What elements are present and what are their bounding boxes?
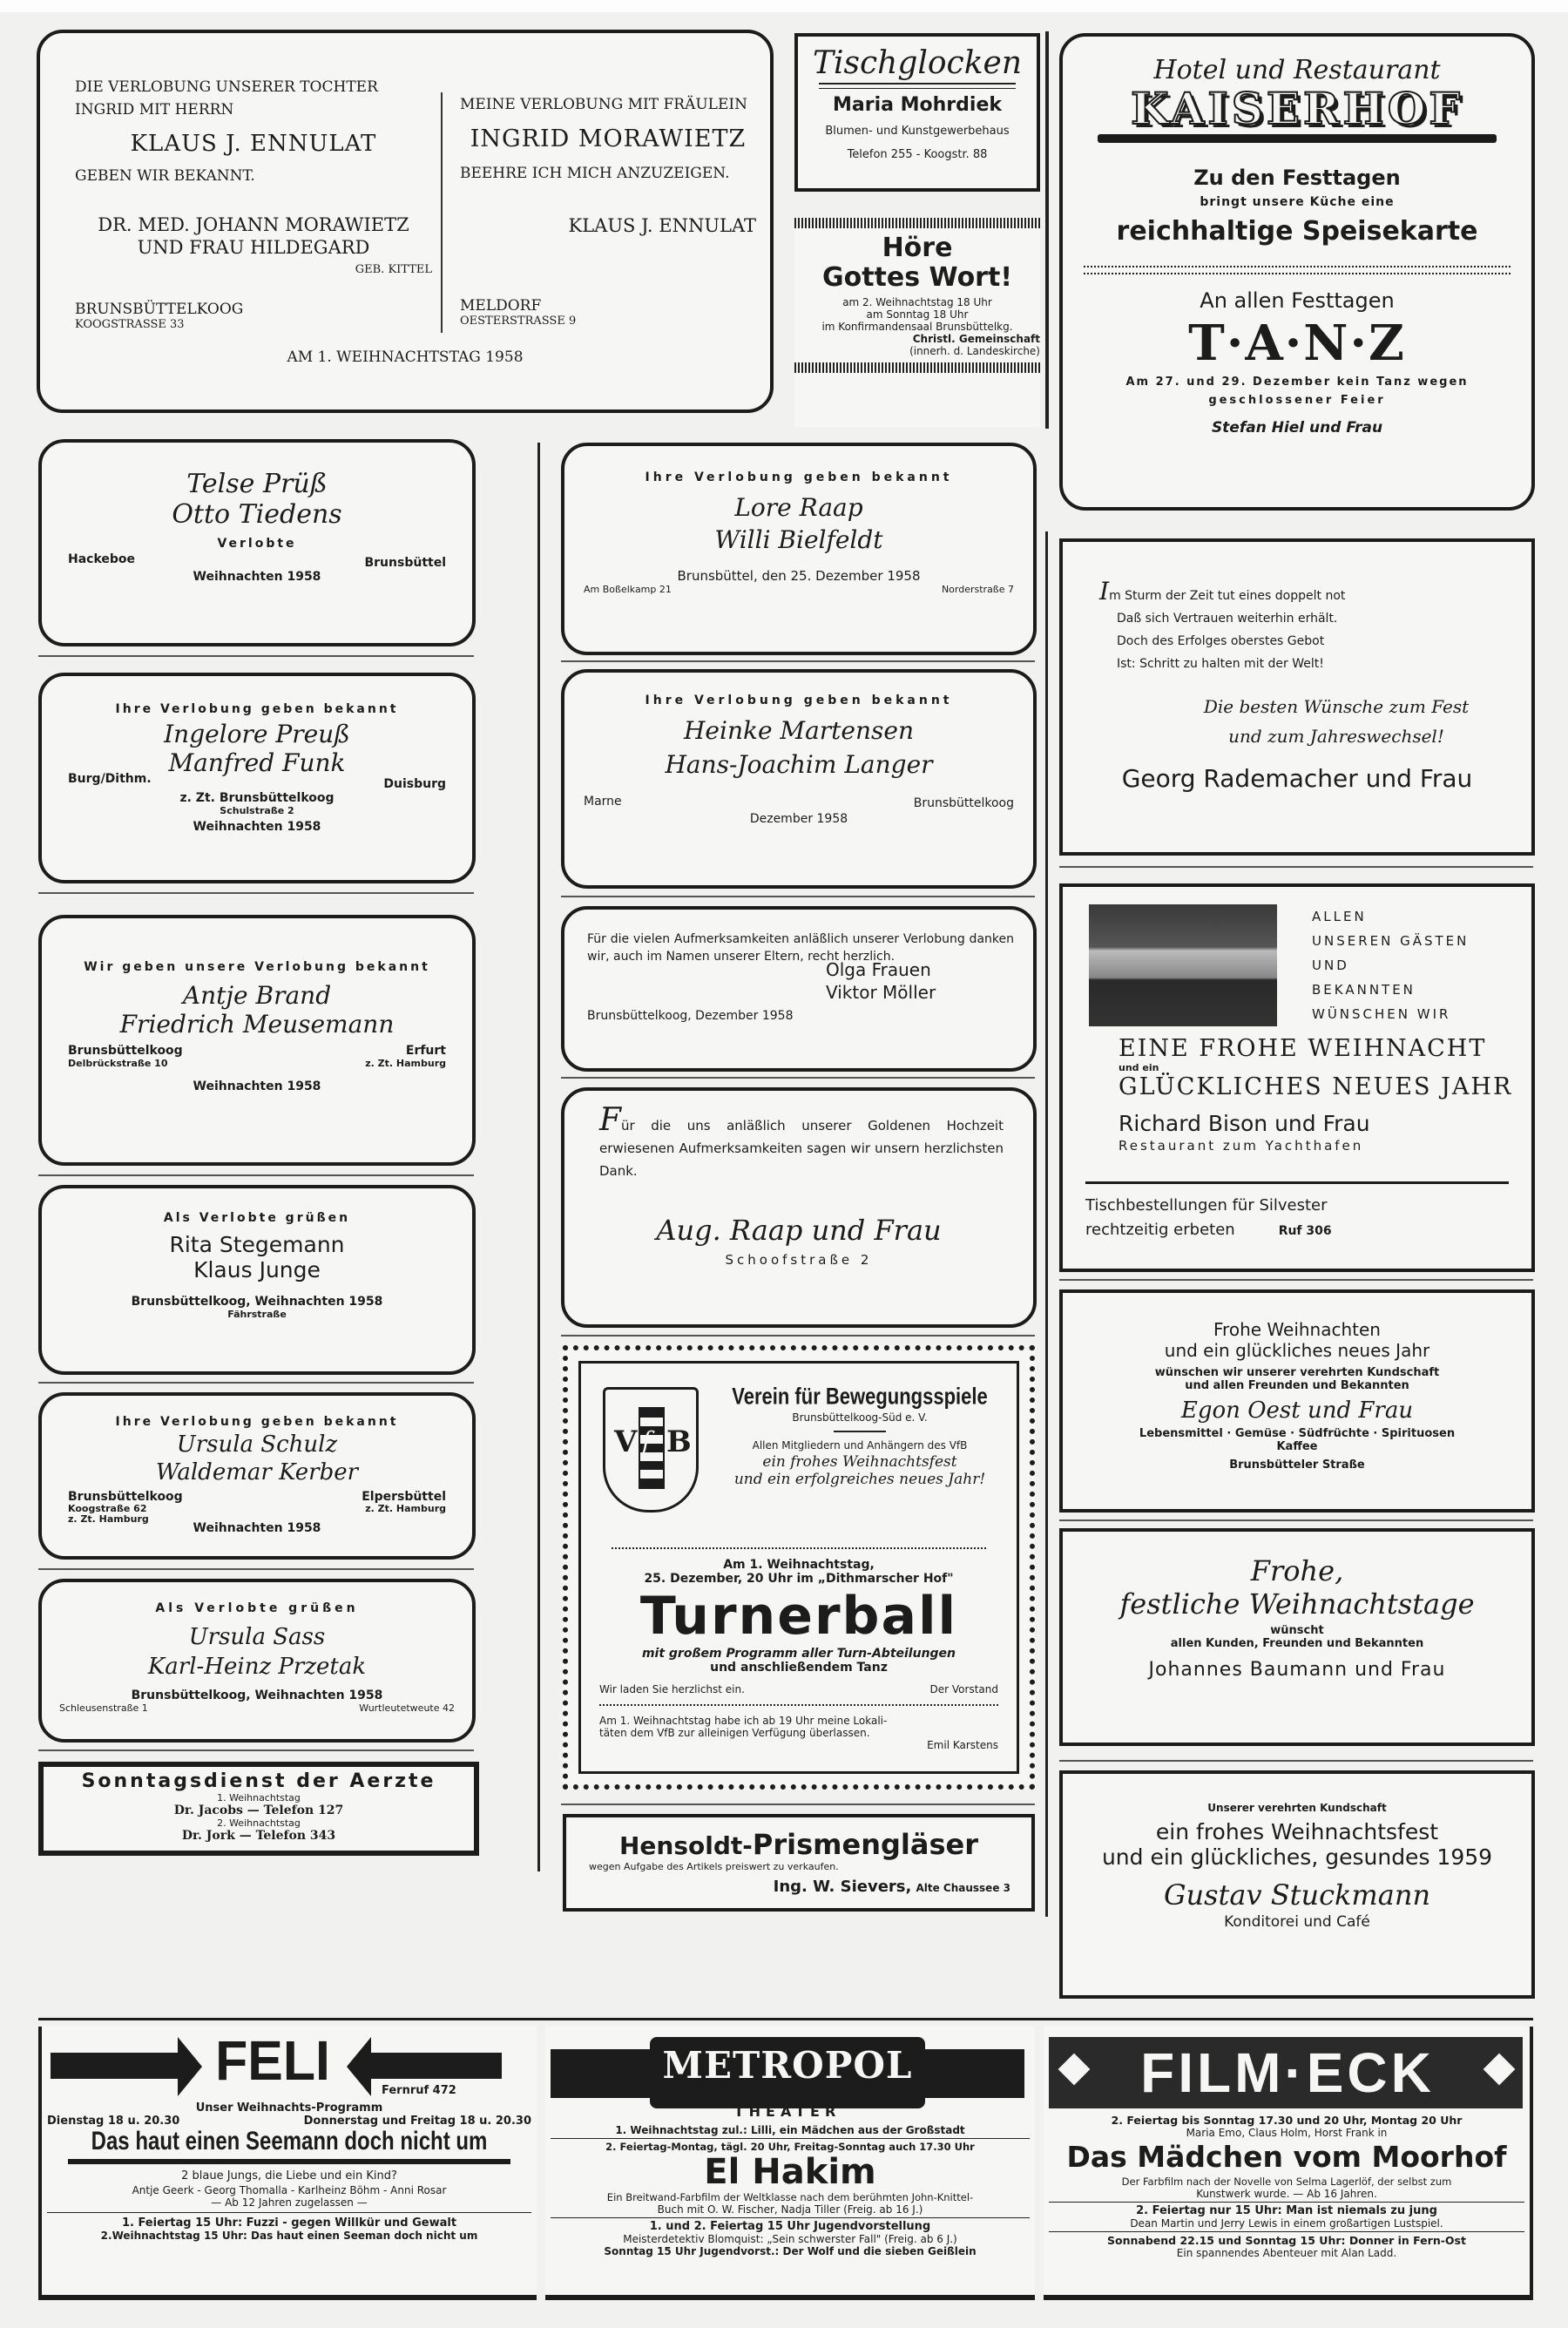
text: MEINE VERLOBUNG MIT FRÄULEIN: [460, 96, 747, 113]
ad-kino-film-eck: [1044, 2027, 1533, 2300]
nee: GEB. KITTEL: [355, 263, 432, 276]
date: Weihnachten 1958: [193, 820, 321, 834]
right-announcement: [460, 96, 756, 328]
ad-verlobung-raap-bielfeldt: [561, 443, 1037, 655]
street: KOOGSTRASSE 33: [75, 318, 185, 331]
city: MELDORF: [460, 297, 542, 315]
heading: Ihre Verlobung geben bekannt: [645, 470, 953, 484]
event-title: Turnerball: [639, 1586, 958, 1647]
greeting: Allen Mitgliedern und Anhängern des VfB: [752, 1439, 968, 1452]
signature: KLAUS J. ENNULAT: [568, 215, 756, 236]
name-1: Telse Prüß: [186, 469, 328, 499]
schedule: 1. Weihnachtstag zul.: Lilli, ein Mädchen aus der Großstadt: [615, 2124, 965, 2136]
youth-show: Sonntag 15 Uhr Jugendvorst.: Der Wolf und die sieben Geißlein: [604, 2245, 977, 2257]
program: mit großem Programm aller Turn-Abteilungen: [641, 1647, 956, 1661]
locations: [564, 795, 1033, 810]
city: Brunsbüttelkoog: [68, 1490, 183, 1504]
restaurant-name: Restaurant zum Yachthafen: [1119, 1138, 1364, 1154]
doctor-on-duty: Dr. Jacobs — Telefon 127: [173, 1804, 344, 1817]
separator: [1059, 866, 1533, 868]
program: [1049, 2114, 1524, 2259]
description: Der Farbfilm nach der Novelle von Selma Lagerlöf, der selbst zum: [1121, 2176, 1452, 2188]
seller-address: Alte Chaussee 3: [916, 1882, 1010, 1894]
greeting-line: BEKANNTEN: [1312, 982, 1416, 998]
ad-rademacher: [1059, 538, 1535, 856]
location-left: Burg/Dithm.: [68, 772, 152, 786]
name-1: Ursula Schulz: [176, 1431, 338, 1458]
name-2: Viktor Möller: [826, 982, 936, 1003]
column-divider: [441, 92, 443, 333]
extra-show: 2. Feiertag nur 15 Uhr: Man ist niemals zu jung: [1136, 2204, 1437, 2217]
text: BEEHRE ICH MICH ANZUZEIGEN.: [460, 165, 730, 182]
ad-verlobung-brand-meusemann: [38, 915, 476, 1166]
note: z. Zt. Hamburg: [365, 1058, 446, 1069]
goods: Kaffee: [1276, 1440, 1318, 1453]
separator: [38, 1749, 474, 1751]
street: Schoofstraße 2: [725, 1252, 873, 1268]
text: wünscht: [1270, 1624, 1324, 1637]
crest-letter: f: [642, 1426, 652, 1455]
ad-kino-metropol: [545, 2027, 1035, 2300]
crest-letter: B: [666, 1425, 692, 1459]
parents-name: UND FRAU HILDEGARD: [137, 237, 370, 258]
wishes: [1119, 1035, 1512, 1154]
ad-verlobung-schulz-kerber: [38, 1392, 476, 1560]
film-title: Das haut einen Seemann doch nicht um: [91, 2126, 488, 2156]
location-right: Brunsbüttelkoog: [913, 796, 1014, 810]
separator: [561, 896, 1035, 897]
seller: [566, 1878, 1010, 1896]
day-label: 2. Weihnachtstag: [217, 1817, 301, 1829]
location-left: [68, 1044, 183, 1069]
tagline: 2 blaue Jungs, die Liebe und ein Kind?: [181, 2169, 397, 2182]
divider: [551, 2138, 1030, 2139]
bride-name: INGRID MORAWIETZ: [470, 125, 747, 152]
date: AM 1. WEIHNACHTSTAG 1958: [287, 349, 524, 366]
groom-name: KLAUS J. ENNULAT: [130, 131, 377, 157]
page-top-margin: [0, 0, 1568, 12]
schedule: am 2. Weihnachtstag 18 Uhr: [842, 296, 992, 308]
text: Unserer verehrten Kundschaft: [1207, 1802, 1387, 1814]
divider: [1049, 2231, 1524, 2232]
divider: [1085, 1181, 1509, 1184]
poem-line: Ist: Schritt zu halten mit der Welt!: [1117, 657, 1324, 671]
wish-small: und ein: [1119, 1062, 1159, 1073]
separator: [38, 1174, 474, 1176]
ad-danksagung-goldene-hochzeit: [561, 1087, 1037, 1328]
date: Brunsbüttelkoog, Weihnachten 1958: [131, 1688, 383, 1702]
film-title: El Hakim: [704, 2152, 876, 2192]
arrow-left-icon: [371, 2053, 502, 2079]
text: Zu den Festtagen: [1193, 166, 1401, 190]
name-2: Klaus Junge: [193, 1257, 321, 1282]
brand: Hensoldt-: [619, 1831, 753, 1860]
text: rechtzeitig erbeten: [1085, 1221, 1235, 1239]
business-name: Maria Mohrdiek: [833, 94, 1002, 116]
ad-verlobung-preuss-funk: [38, 673, 476, 883]
ad-vfb-turnerball: [563, 1345, 1035, 1790]
address-right: Wurtleutetweute 42: [359, 1702, 455, 1714]
wish: Die besten Wünsche zum Fest: [1203, 696, 1470, 717]
heading: Ihre Verlobung geben bekannt: [115, 1415, 399, 1429]
logo: KAISERHOF: [1131, 83, 1463, 134]
thanks-text: Für die vielen Aufmerksamkeiten anläßlich unserer Verlobung danken wir, auch im Namen unserer Eltern, recht herzlich.: [587, 932, 1014, 964]
wish-big: GLÜCKLICHES NEUES JAHR: [1119, 1073, 1513, 1100]
cinema-subtitle: THEATER: [733, 2103, 841, 2120]
signature: Aug. Raap und Frau: [656, 1214, 942, 1247]
name-2: Waldemar Kerber: [155, 1459, 359, 1485]
separator: [561, 1335, 1035, 1337]
extra-show: Dean Martin und Jerry Lewis in einem großartigen Lustspiel.: [1130, 2217, 1443, 2230]
ad-verlobung-stegemann-junge: [38, 1185, 476, 1375]
ad-kaiserhof: [1059, 33, 1535, 511]
heading: Als Verlobte grüßen: [163, 1211, 351, 1225]
headline: Höre: [882, 233, 953, 263]
dotted-rule: [599, 1704, 998, 1706]
address-right: Norderstraße 7: [941, 584, 1014, 595]
label: Verlobte: [217, 537, 297, 551]
location-left: Hackeboe: [68, 552, 136, 566]
ad-kino-feli: [38, 2027, 537, 2300]
text: reichhaltige Speisekarte: [1116, 216, 1478, 247]
extra-show: 2.Weihnachtstag 15 Uhr: Das haut einen Seeman doch nicht um: [100, 2230, 478, 2242]
date: Weihnachten 1958: [193, 1521, 321, 1535]
date: Brunsbüttel, den 25. Dezember 1958: [677, 568, 921, 584]
separator: [1059, 1519, 1533, 1521]
youth-show: 1. und 2. Feiertag 15 Uhr Jugendvorstellung: [649, 2220, 931, 2233]
address: Schulstraße 2: [220, 805, 294, 816]
name-1: Rita Stegemann: [169, 1232, 345, 1257]
separator: [561, 660, 1035, 662]
doctor-on-duty: Dr. Jork — Telefon 343: [181, 1829, 336, 1843]
arrow-left-head: [347, 2037, 371, 2096]
street: Fährstraße: [227, 1309, 287, 1320]
showtime: Donnerstag und Freitag 18 u. 20.30: [303, 2115, 531, 2128]
greeting-line: ALLEN: [1312, 909, 1367, 924]
separator: [38, 892, 474, 894]
note: z. Zt. Hamburg: [68, 1513, 149, 1525]
text: allen Kunden, Freunden und Bekannten: [1170, 1637, 1424, 1650]
program: [551, 2124, 1030, 2257]
reservation-line: [1085, 1218, 1332, 1243]
vfb-crest-icon: [603, 1387, 699, 1513]
city: Elpersbüttel: [362, 1490, 446, 1504]
name-2: Willi Bielfeldt: [714, 525, 883, 554]
greeting: [1312, 904, 1469, 1026]
street: Brunsbütteler Straße: [1229, 1458, 1365, 1472]
name-1: Lore Raap: [734, 493, 863, 522]
underline: [68, 2159, 510, 2164]
event-date: Am 1. Weihnachtstag,: [723, 1558, 875, 1572]
text: m Sturm der Zeit tut eines doppelt not: [1109, 589, 1346, 603]
text: GEBEN WIR BEKANNT.: [75, 167, 255, 185]
signature: Stefan Hiel und Frau: [1211, 419, 1383, 436]
location-right: Duisburg: [383, 777, 446, 791]
date: Brunsbüttelkoog, Weihnachten 1958: [131, 1295, 383, 1309]
divider: [834, 1431, 886, 1432]
address: z. Zt. Brunsbüttelkoog: [179, 791, 335, 805]
day-label: 1. Weihnachtstag: [217, 1792, 301, 1804]
headline: Tischglocken: [812, 45, 1023, 81]
wish: festliche Weihnachtstage: [1119, 1587, 1475, 1621]
cinema-name: FILM·ECK: [1140, 2041, 1435, 2104]
street: OESTERSTRASSE 9: [460, 315, 577, 328]
logo-underline: [1098, 134, 1497, 143]
body: ür die uns anläßlich unserer Goldenen Hochzeit erwiesenen Aufmerksamkeiten sagen wir unsern herzlichsten Dank.: [599, 1118, 1004, 1179]
text: geschlossener Feier: [1208, 394, 1386, 407]
program: und anschließendem Tanz: [710, 1661, 888, 1675]
address-left: Schleusenstraße 1: [59, 1702, 148, 1714]
location-right: Brunsbüttel: [364, 556, 446, 570]
locations: [42, 1044, 472, 1069]
dotted-rule: [1084, 266, 1511, 274]
location-left: Marne: [584, 795, 622, 809]
wish-big: EINE FROHE WEIHNACHT: [1119, 1035, 1487, 1062]
headline: [566, 1828, 1031, 1861]
drop-initial: F: [599, 1102, 621, 1138]
program-title: Unser Weihnachts-Programm: [195, 2101, 383, 2115]
headline: Sonntagsdienst der Aerzte: [81, 1770, 436, 1792]
address-left: Am Boßelkamp 21: [584, 584, 672, 595]
location-right: [362, 1490, 446, 1525]
description: Kunstwerk wurde. — Ab 16 Jahren.: [1196, 2188, 1377, 2200]
extra-show: Sonnabend 22.15 und Sonntag 15 Uhr: Donner in Fern-Ost: [1107, 2234, 1466, 2247]
description: Ein Breitwand-Farbfilm der Weltklasse nach dem berühmten John-Knittel-: [606, 2191, 974, 2203]
extra-show: Ein spannendes Abenteuer mit Alan Ladd.: [1176, 2247, 1397, 2259]
extra-show: 1. Feiertag 15 Uhr: Fuzzi - gegen Willkür und Gewalt: [121, 2216, 457, 2230]
ad-sonntagsdienst-aerzte: [38, 1762, 479, 1856]
wish: ein frohes Weihnachtsfest: [762, 1453, 957, 1471]
separator: [38, 2018, 1533, 2020]
ad-verlobung-morawietz-ennulat: [37, 30, 774, 413]
organizer: Christl. Gemeinschaft: [912, 333, 1040, 345]
name-1: Olga Frauen: [826, 959, 931, 980]
poem-line: [1099, 577, 1531, 607]
schedule: 2. Feiertag-Montag, tägl. 20 Uhr, Freitag-Sonntag auch 17.30 Uhr: [605, 2141, 975, 2153]
separator: [38, 1568, 474, 1570]
greeting-line: UNSEREN GÄSTEN: [1312, 933, 1470, 949]
ad-gottes-wort: [794, 218, 1040, 427]
subtitle: Hotel und Restaurant: [1153, 55, 1441, 85]
board: Der Vorstand: [929, 1683, 998, 1695]
event-date: 25. Dezember, 20 Uhr im „Dithmarscher Hof": [644, 1572, 954, 1586]
drop-initial: I: [1099, 577, 1110, 606]
signatures: [826, 958, 1033, 1004]
text: bringt unsere Küche eine: [1200, 195, 1395, 209]
column-rule: [537, 443, 540, 1871]
note: täten dem VfB zur alleinigen Verfügung überlassen.: [599, 1727, 870, 1739]
location-right: [365, 1044, 446, 1069]
ad-verlobung-pruess-tiedens: [38, 439, 476, 646]
reservation: [1085, 1194, 1332, 1243]
phone: Ruf 306: [1278, 1224, 1332, 1238]
text: und allen Freunden und Bekannten: [1185, 1379, 1409, 1392]
separator: [38, 655, 474, 657]
wish: ein frohes Weihnachtsfest: [1155, 1819, 1439, 1844]
heading: Wir geben unsere Verlobung bekannt: [84, 960, 430, 974]
schedule: 2. Feiertag bis Sonntag 17.30 und 20 Uhr, Montag 20 Uhr: [1111, 2114, 1463, 2127]
showtime: Dienstag 18 u. 20.30: [47, 2115, 180, 2128]
cast: Antje Geerk - Georg Thomalla - Karlheinz Böhm - Anni Rosar: [132, 2184, 447, 2196]
reservation-line: Tischbestellungen für Silvester: [1085, 1196, 1328, 1215]
wish: und ein erfolgreiches neues Jahr!: [733, 1471, 986, 1488]
name-1: Heinke Martensen: [684, 716, 914, 745]
divider: [1049, 2202, 1524, 2203]
date: Weihnachten 1958: [193, 1079, 321, 1093]
city: BRUNSBÜTTELKOOG: [75, 301, 244, 318]
divider: [47, 2212, 531, 2213]
signature: Emil Karstens: [927, 1739, 998, 1751]
ad-bison-yachthafen: [1059, 883, 1535, 1272]
invitation-row: [594, 1683, 1004, 1695]
ad-verlobung-sass-przetak: [38, 1579, 476, 1743]
poem-line: Daß sich Vertrauen weiterhin erhält.: [1117, 612, 1338, 626]
ad-oest: [1059, 1289, 1535, 1513]
cinema-name: FELI: [215, 2029, 330, 2092]
dotted-rule: [612, 1547, 986, 1549]
goods: Lebensmittel · Gemüse · Südfrüchte · Spirituosen: [1139, 1427, 1456, 1440]
separator: [561, 1804, 1035, 1805]
arrow-right-icon: [51, 2053, 181, 2079]
name-2: Manfred Funk: [168, 748, 346, 777]
divider: [551, 2217, 1030, 2218]
youth-show: Meisterdetektiv Blomquist: „Sein schwerster Fall" (Freig. ab 6 J.): [623, 2233, 957, 2245]
club-sub: Brunsbüttelkoog-Süd e. V.: [792, 1411, 928, 1424]
poem-line: Doch des Erfolges oberstes Gebot: [1117, 634, 1325, 648]
name-1: Ursula Sass: [188, 1624, 326, 1650]
signature: Georg Rademacher und Frau: [1121, 764, 1473, 793]
separator: [1059, 1279, 1533, 1281]
cast: Maria Emo, Claus Holm, Horst Frank in: [1186, 2127, 1388, 2139]
wish: und ein glückliches, gesundes 1959: [1101, 1844, 1493, 1870]
locations: [42, 1490, 472, 1525]
event: [594, 1558, 1004, 1751]
invitation: Wir laden Sie herzlichst ein.: [599, 1683, 745, 1695]
location-left: [68, 1490, 183, 1525]
city: Brunsbüttelkoog: [68, 1044, 183, 1058]
divider: [819, 83, 1016, 89]
owner: Richard Bison und Frau: [1119, 1111, 1370, 1136]
heading: Als Verlobte grüßen: [155, 1601, 359, 1615]
organizer-note: (innerh. d. Landeskirche): [909, 345, 1040, 357]
wish: und zum Jahreswechsel!: [1228, 726, 1444, 747]
greeting-line: WÜNSCHEN WIR: [1312, 1006, 1451, 1022]
hatched-rule: [794, 218, 1040, 228]
note: Am 1. Weihnachtstag habe ich ab 19 Uhr meine Lokali-: [599, 1715, 888, 1727]
wish: Frohe Weihnachten: [1213, 1319, 1381, 1340]
city: Erfurt: [405, 1044, 446, 1058]
thanks-text: [599, 1102, 1004, 1182]
description: Blumen- und Kunstgewerbehaus: [825, 125, 1010, 138]
parents-name: DR. MED. JOHANN MORAWIETZ: [98, 214, 409, 235]
product: Prismengläser: [752, 1828, 978, 1861]
ad-baumann: [1059, 1528, 1535, 1746]
street: Koogstraße 62: [68, 1503, 147, 1514]
ad-tischglocken: [794, 33, 1040, 192]
wish: Frohe,: [1250, 1554, 1344, 1587]
ad-danksagung-frauen-moeller: [561, 906, 1037, 1072]
offer: wegen Aufgabe des Artikels preiswert zu verkaufen.: [589, 1861, 839, 1872]
ad-stuckmann: [1059, 1770, 1535, 1999]
column-rule: [1045, 31, 1049, 429]
left-announcement: [75, 78, 432, 331]
greeting-line: UND: [1312, 958, 1349, 973]
text: An allen Festtagen: [1200, 288, 1395, 313]
separator: [1059, 1760, 1533, 1762]
headline: Gottes Wort!: [821, 262, 1012, 293]
street: Delbrückstraße 10: [68, 1058, 168, 1069]
text: INGRID MIT HERRN: [75, 101, 234, 118]
name-2: Hans-Joachim Langer: [665, 750, 933, 779]
crest-letter: V: [614, 1425, 638, 1459]
program: [47, 2101, 531, 2242]
phone: Fernruf 472: [382, 2084, 456, 2097]
heading: Ihre Verlobung geben bekannt: [645, 694, 953, 707]
column-rule: [1045, 531, 1048, 1917]
ad-verlobung-martensen-langer: [561, 669, 1037, 889]
signature: Johannes Baumann und Frau: [1148, 1659, 1446, 1681]
addresses: [42, 1702, 472, 1714]
separator: [38, 1382, 474, 1384]
contact: Telefon 255 - Koogstr. 88: [847, 148, 988, 161]
age-rating: — Ab 12 Jahren zugelassen —: [211, 2196, 368, 2209]
name-1: Ingelore Preuß: [164, 720, 350, 748]
text: wünschen wir unserer verehrten Kundschaft: [1154, 1366, 1440, 1379]
film-title: Das Mädchen vom Moorhof: [1066, 2140, 1507, 2174]
note: z. Zt. Hamburg: [365, 1503, 446, 1514]
separator: [561, 1077, 1035, 1079]
addresses: [564, 584, 1033, 595]
seller-name: Ing. W. Sievers,: [773, 1878, 912, 1896]
club-header: [716, 1385, 1004, 1488]
description: Buch mit O. W. Fischer, Nadja Tiller (Freig. ab 16 J.): [657, 2203, 923, 2216]
dance-headline: T·A·N·Z: [1188, 315, 1406, 372]
name-2: Karl-Heinz Przetak: [147, 1654, 367, 1680]
name-1: Antje Brand: [182, 981, 332, 1010]
name-2: Otto Tiedens: [172, 499, 342, 530]
date: Brunsbüttelkoog, Dezember 1958: [587, 1009, 794, 1023]
hatched-rule: [794, 362, 1040, 373]
poem: [1099, 577, 1531, 675]
date: Dezember 1958: [749, 812, 848, 826]
wish: und ein glückliches neues Jahr: [1164, 1340, 1430, 1361]
venue: im Konfirmandensaal Brunsbüttelkg.: [821, 321, 1013, 333]
arrow-right-head: [178, 2037, 202, 2096]
date: Weihnachten 1958: [193, 570, 321, 584]
restaurant-photo: [1089, 904, 1277, 1026]
heading: Ihre Verlobung geben bekannt: [115, 702, 399, 716]
business-name: Gustav Stuckmann: [1163, 1878, 1431, 1912]
business-type: Konditorei und Café: [1224, 1913, 1370, 1931]
text: DIE VERLOBUNG UNSERER TOCHTER: [75, 78, 378, 96]
locations: [42, 552, 472, 570]
business-name: Egon Oest und Frau: [1180, 1397, 1414, 1424]
schedule: am Sonntag 18 Uhr: [866, 308, 969, 321]
text: Am 27. und 29. Dezember kein Tanz wegen: [1125, 376, 1469, 389]
ad-hensoldt-prismenglaeser: [563, 1814, 1035, 1912]
club-name: Verein für Bewegungsspiele: [732, 1383, 988, 1410]
name-2: Friedrich Meusemann: [119, 1010, 395, 1039]
cinema-name: METROPOL: [662, 2044, 913, 2087]
